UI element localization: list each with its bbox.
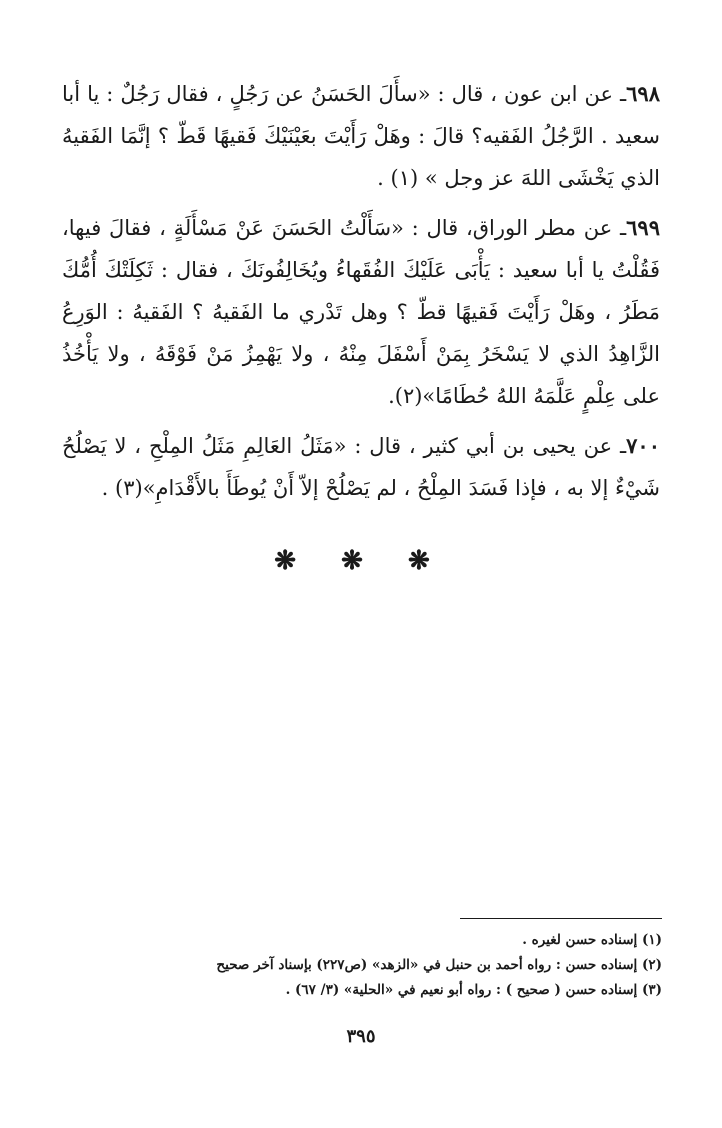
paragraph-text: ـ عن مطر الوراق، قال : «سَأَلْتُ الحَسَنَ عَنْ مَسْأَلَةٍ ، فقالَ فيها، فَقُلْتُ يا أبا سعيد : يَأْبَى عَلَيْكَ الفُقَهاءُ ويُخَالِفُونَكَ ، فقال : ثَكِلَتْكَ أُمُّكَ مَطَرُ ، وهَلْ رَأَيْتَ فَقيهًا قطّ ؟ وهل تَدْري ما الفَقيهُ ؟ الفَقيهُ : الوَرِعُ الزَّاهِدُ الذي لا يَسْخَرُ بِمَنْ أَسْفَلَ مِنْهُ ، ولا يَهْمِزُ مَنْ فَوْقَهُ ، ولا يَأْخُذُ على عِلْمٍ عَلَّمَهُ اللهُ حُطَامًا»(٢). <box>62 216 661 408</box>
footnote-divider <box>460 918 662 919</box>
paragraph-text: ـ عن ابن عون ، قال : «سأَلَ الحَسَنُ عن رَجُلٍ ، فقال رَجُلٌ : يا أبا سعيد . الرَّجُلُ الفَقيه؟ قالَ : وهَلْ رَأَيْتَ بعَيْنَيْكَ فَقيهًا قَطّ ؟ إنَّمَا الفَقيهُ الذي يَخْشَى اللهَ عز وجل » (١) . <box>62 82 660 190</box>
footnotes <box>62 928 662 1003</box>
paragraph-number: ٧٠٠ <box>626 433 660 458</box>
paragraph-number: ٦٩٩ <box>626 215 660 240</box>
paragraph-number: ٦٩٨ <box>626 81 660 106</box>
paragraph-699 <box>62 207 660 417</box>
page-number: ٣٩٥ <box>346 1026 376 1047</box>
footnote-3: (٣) إسناده حسن ( صحيح ) : رواه أبو نعيم في «الحلية» (٣/ ٦٧) . <box>285 982 662 998</box>
paragraph-698 <box>62 73 660 199</box>
paragraph-text: ـ عن يحيى بن أبي كثير ، قال : «مَثَلُ العَالِمِ مَثَلُ المِلْحِ ، لا يَصْلُحُ شَيْءٌ إلا به ، فإذا فَسَدَ المِلْحُ ، لم يَصْلُحْ إلاّ أَنْ يُوطَأَ بالأَقْدَامِ»(٣) . <box>62 434 660 500</box>
footnote-2: (٢) إسناده حسن : رواه أحمد بن حنبل في «الزهد» (ص٢٢٧) بإسناد آخر صحيح <box>216 957 662 973</box>
footnote-1: (١) إسناده حسن لغيره . <box>522 932 662 948</box>
section-separator: ❋ ❋ ❋ <box>274 546 448 576</box>
paragraph-700 <box>62 425 660 509</box>
